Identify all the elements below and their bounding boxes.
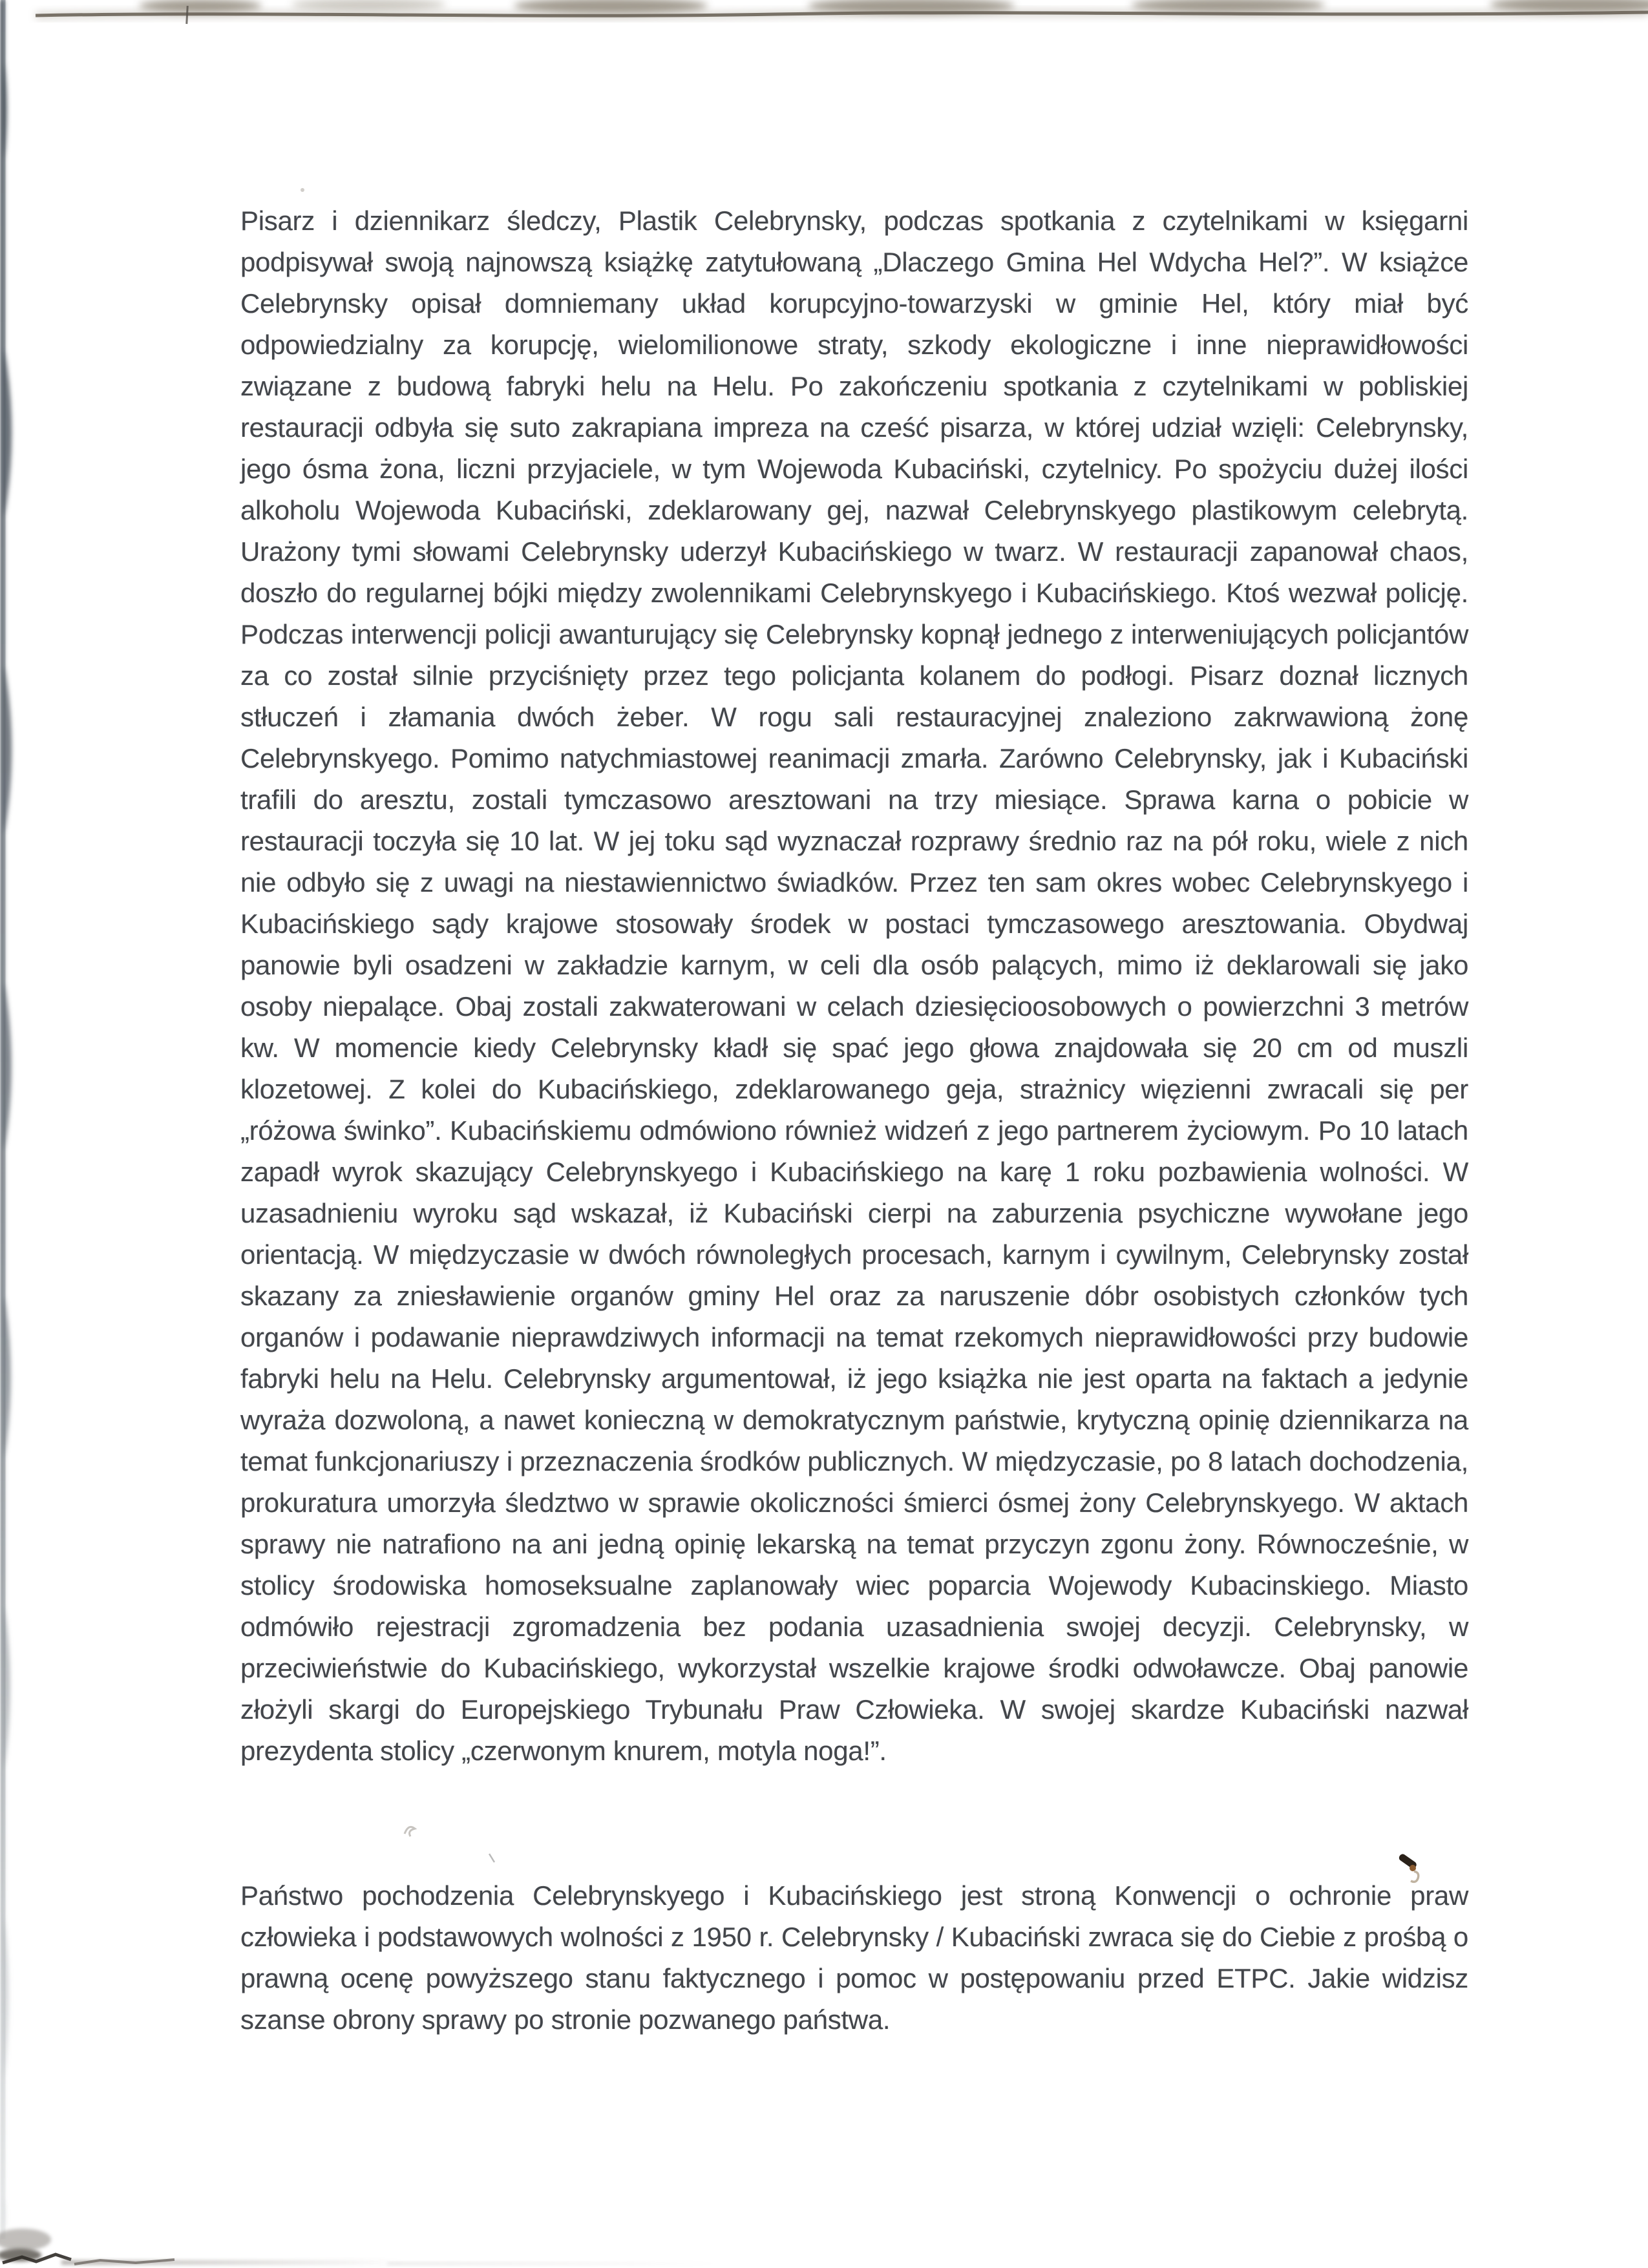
document-text — [240, 200, 1468, 2041]
left-edge-scan-shadow — [0, 0, 26, 2268]
top-edge-scan-shadow — [0, 0, 1648, 30]
bottom-left-scan-smudge — [0, 2221, 808, 2268]
case-facts-paragraph: Pisarz i dziennikarz śledczy, Plastik Celebrynsky, podczas spotkania z czytelnikami w księgarni podpisywał swoją najnowszą książkę zatytułowaną „Dlaczego Gmina Hel Wdycha Hel?”. W książce Celebrynsky opisał domniemany układ korupcyjno-towarzyski w gminie Hel, który miał być odpowiedzialny za korupcję, wielomilionowe straty, szkody ekologiczne i inne nieprawidłowości związane z budową fabryki helu na Helu. Po zakończeniu spotkania z czytelnikami w pobliskiej restauracji odbyła się suto zakrapiana impreza na cześć pisarza, w której udział wzięli: Celebrynsky, jego ósma żona, liczni przyjaciele, w tym Wojewoda Kubaciński, czytelnicy. Po spożyciu dużej ilości alkoholu Wojewoda Kubaciński, zdeklarowany gej, nazwał Celebrynskyego plastikowym celebrytą. Urażony tymi słowami Celebrynsky uderzył Kubacińskiego w twarz. W restauracji zapanował chaos, doszło do regularnej bójki między zwolennikami Celebrynskyego i Kubacińskiego. Ktoś wezwał policję. Podczas interwencji policji awanturujący się Celebrynsky kopnął jednego z interweniujących policjantów za co został silnie przyciśnięty przez tego policjanta kolanem do podłogi. Pisarz doznał licznych stłuczeń i złamania dwóch żeber. W rogu sali restauracyjnej znaleziono zakrwawioną żonę Celebrynskyego. Pomimo natychmiastowej reanimacji zmarła. Zarówno Celebrynsky, jak i Kubaciński trafili do aresztu, zostali tymczasowo aresztowani na trzy miesiące. Sprawa karna o pobicie w restauracji toczyła się 10 lat. W jej toku sąd wyznaczał rozprawy średnio raz na pół roku, wiele z nich nie odbyło się z uwagi na niestawiennictwo świadków. Przez ten sam okres wobec Celebrynskyego i Kubacińskiego sądy krajowe stosowały środek w postaci tymczasowego aresztowania. Obydwaj panowie byli osadzeni w zakładzie karnym, w celi dla osób palących, mimo iż deklarowali się jako osoby niepalące. Obaj zostali zakwaterowani w celach dziesięcioosobowych o powierzchni 3 metrów kw. W momencie kiedy Celebrynsky kładł się spać jego głowa znajdowała się 20 cm od muszli klozetowej. Z kolei do Kubacińskiego, zdeklarowanego geja, strażnicy więzienni zwracali się per „różowa świnko”. Kubacińskiemu odmówiono również widzeń z jego partnerem życiowym. Po 10 latach zapadł wyrok skazujący Celebrynskyego i Kubacińskiego na karę 1 roku pozbawienia wolności. W uzasadnieniu wyroku sąd wskazał, iż Kubaciński cierpi na zaburzenia psychiczne wywołane jego orientacją. W międzyczasie w dwóch równoległych procesach, karnym i cywilnym, Celebrynsky został skazany za zniesławienie organów gminy Hel oraz za naruszenie dóbr osobistych członków tych organów i podawanie nieprawdziwych informacji na temat rzekomych nieprawidłowości przy budowie fabryki helu na Helu. Celebrynsky argumentował, iż jego książka nie jest oparta na faktach a jedynie wyraża dozwoloną, a nawet konieczną w demokratycznym państwie, krytyczną opinię dziennikarza na temat funkcjonariuszy i przeznaczenia środków publicznych. W międzyczasie, po 8 latach dochodzenia, prokuratura umorzyła śledztwo w sprawie okoliczności śmierci ósmej żony Celebrynskyego. W aktach sprawy nie natrafiono na ani jedną opinię lekarską na temat przyczyn zgonu żony. Równocześnie, w stolicy środowiska homoseksualne zaplanowały wiec poparcia Wojewody Kubacinskiego. Miasto odmówiło rejestracji zgromadzenia bez podania uzasadnienia swojej decyzji. Celebrynsky, w przeciwieństwie do Kubacińskiego, wykorzystał wszelkie krajowe środki odwoławcze. Obaj panowie złożyli skargi do Europejskiego Trybunału Praw Człowieka. W swojej skardze Kubaciński nazwał prezydenta stolicy „czerwonym knurem, motyla noga!”. — [240, 205, 1468, 1766]
dust-speck — [299, 186, 306, 194]
question-paragraph: Państwo pochodzenia Celebrynskyego i Kubacińskiego jest stroną Konwencji o ochronie praw człowieka i podstawowych wolności z 1950 r. Celebrynsky / Kubaciński zwraca się do Ciebie z prośbą o prawną ocenę powyższego stanu faktycznego i pomoc w postępowaniu przed ETPC. Jakie widzisz szanse obrony sprawy po stronie pozwanego państwa. — [240, 1880, 1468, 2035]
